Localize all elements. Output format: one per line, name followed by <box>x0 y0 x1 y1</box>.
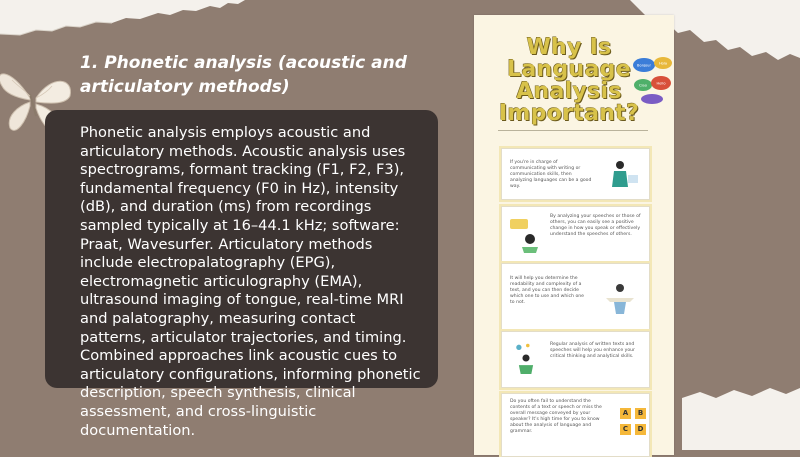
writing-person-illustration <box>602 157 642 193</box>
poster-title-line: Why Is <box>526 35 612 60</box>
section-heading: 1. Phonetic analysis (acoustic and articulatory methods) <box>80 53 407 97</box>
quiz-option-b: B <box>635 408 646 419</box>
infographic-poster <box>474 15 674 455</box>
poster-card <box>501 263 650 330</box>
quiz-option-a: A <box>620 408 631 419</box>
card-text: It will help you determine the readability and complexity of a text, and you can then decide which one to use and which one to not. <box>510 276 585 305</box>
body-paragraph: Phonetic analysis employs acoustic and articulatory methods. Acoustic analysis uses spectrograms, formant tracking (F1, F2, F3), fundamental frequency (F0 in Hz), intensity (dB), and duration (ms) from recordings sampled typically at 16–44.1 kHz; software: Praat, Wavesurfer. Articulatory methods include electropalatography (EPG), electromagnetic articulography (EMA), ultrasound imaging of tongue, real-time MRI and palatography, measuring contact patterns, articulator trajectories, and timing. Combined approaches link acoustic cues to articulatory configurations, informing phonetic description, speech synthesis, clinical assessment, and cross-linguistic documentation. <box>80 124 421 439</box>
bubble-label: Bonjour <box>637 63 651 68</box>
quiz-grid <box>620 408 648 438</box>
poster-title-line: Important? <box>498 101 640 126</box>
card-text: If you're in charge of communicating with writing or communication skills, then analyzing languages can be a good way. <box>510 160 592 189</box>
reader-illustration <box>600 280 640 316</box>
card-text: By analyzing your speeches or those of others, you can easily see a positive change in how you speak or effectively understand the speeches of others. <box>550 214 641 237</box>
speech-bubbles-icon <box>632 55 672 105</box>
card-text: Regular analysis of written texts and speeches will help you enhance your critical thinking and analytical skills. <box>550 342 635 359</box>
quiz-option-d: D <box>635 424 646 435</box>
poster-divider <box>498 130 648 131</box>
poster-card <box>501 148 650 200</box>
bubble-label: Hello <box>656 81 666 86</box>
poster-card <box>501 206 650 266</box>
poster-card <box>501 331 650 388</box>
poster-title-line: Language <box>507 57 631 82</box>
thinking-illustration <box>510 342 542 374</box>
poster-title-line: Analysis <box>516 79 622 104</box>
quiz-option-c: C <box>620 424 631 435</box>
bubble-label: Hola <box>658 61 668 66</box>
poster-card <box>501 393 650 457</box>
card-text: Do you often fail to understand the contents of a text or speech or miss the overall message conveyed by your speaker? It's high time for you to know about the analysis of language and grammar. <box>510 399 602 434</box>
speech-illustration <box>508 217 544 253</box>
bubble-label: Ciao <box>639 83 647 88</box>
